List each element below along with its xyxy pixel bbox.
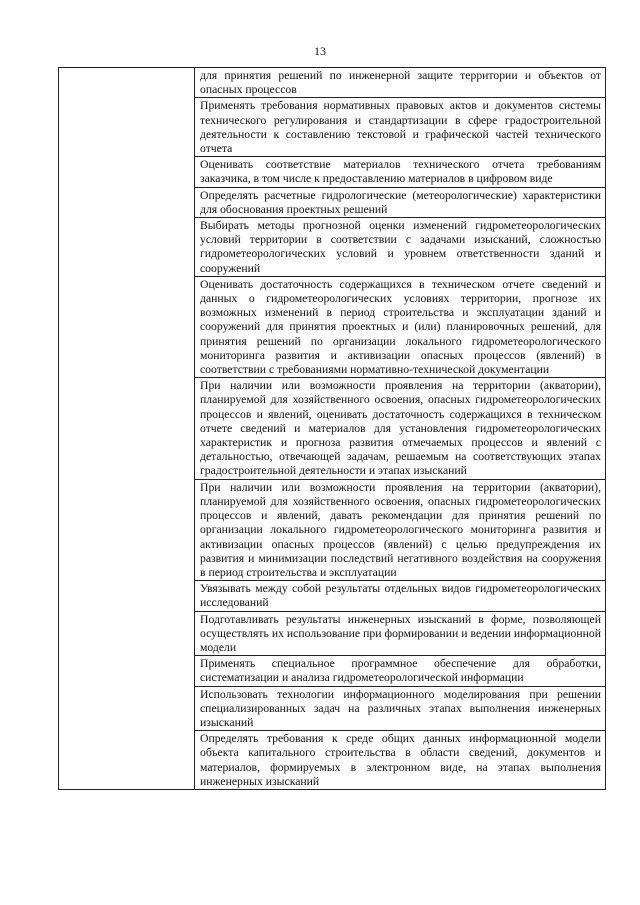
cell-text: Применять специальное программное обеспечение для обработки, систематизации и анализа гидрометеорологической информации — [200, 657, 601, 685]
skills-table — [58, 67, 606, 790]
cell-text: Оценивать соответствие материалов технического отчета требованиям заказчика, в том числе к предоставлению материалов в цифровом виде — [200, 158, 601, 186]
table-cell — [195, 187, 606, 217]
cell-text: Использовать технологии информационного моделирования при решении специализированных задач на различных этапах выполнения инженерных изысканий — [200, 687, 601, 729]
page-number: 13 — [314, 44, 326, 58]
table-cell — [195, 656, 606, 686]
cell-text: Определять требования к среде общих данных информационной модели объекта капитального строительства в области сведений, документов и материалов, формируемых в электронном виде, на этапах выполнения инженерных изысканий — [200, 732, 601, 788]
cell-text: При наличии или возможности проявления на территории (акватории), планируемой для хозяйственного освоения, опасных гидрометеорологических процессов и явлений, давать рекомендации для принятия решений по организации локального гидрометеорологического мониторинга развития и активизации опасных процессов (явлений) с целью предупреждения их развития и минимизации последствий негативного воздействия на сооружения в период строительства и эксплуатации — [200, 480, 601, 579]
table-cell — [195, 276, 606, 377]
cell-text: для принятия решений по инженерной защите территории и объектов от опасных процессов — [200, 69, 601, 97]
table-cell — [195, 479, 606, 580]
table-cell — [195, 686, 606, 731]
empty-left-cell — [59, 68, 195, 790]
cell-text: При наличии или возможности проявления на территории (акватории), планируемой для хозяйственного освоения, опасных гидрометеорологических процессов и явлений, оценивать достаточность содержащихся в техническом отчете сведений и материалов для установления гидрометеорологических характеристик и прогноза развития отмечаемых процессов и явлений с детальностью, отвечающей задачам, решаемым на соответствующих этапах градостроительной деятельности и этапах изысканий — [200, 379, 601, 478]
cell-text: Применять требования нормативных правовых актов и документов системы технического регулирования и стандартизации в сфере градостроительной деятельности к составлению текстовой и графической частей технического отчета — [200, 99, 601, 156]
table-row — [59, 68, 606, 98]
table-cell — [195, 68, 606, 98]
table-cell — [195, 98, 606, 157]
table-cell — [195, 581, 606, 611]
table-cell — [195, 218, 606, 277]
table-cell — [195, 731, 606, 790]
cell-text: Увязывать между собой результаты отдельных видов гидрометеорологических исследований — [200, 582, 601, 610]
cell-text: Подготавливать результаты инженерных изысканий в форме, позволяющей осуществлять их использование при формировании и ведении информационной модели — [200, 612, 601, 654]
cell-text: Выбирать методы прогнозной оценки изменений гидрометеорологических условий территории в соответствии с задачами изысканий, сложностью гидрометеорологических условий и уровнем ответственности зданий и сооружений — [200, 219, 601, 275]
cell-text: Оценивать достаточность содержащихся в техническом отчете сведений и данных о гидрометеорологических условиях территории, прогнозе их возможных изменений в период строительства и эксплуатации зданий и сооружений для принятия проектных и (или) планировочных решений, для принятия решений по организации локального гидрометеорологического мониторинга развития и активизации опасных процессов (явлений) в соответствии с требованиями нормативно-технической документации — [200, 277, 601, 377]
table-cell — [195, 611, 606, 656]
table-cell — [195, 378, 606, 479]
table-cell — [195, 157, 606, 187]
cell-text: Определять расчетные гидрологические (метеорологические) характеристики для обоснования проектных решений — [200, 188, 601, 216]
